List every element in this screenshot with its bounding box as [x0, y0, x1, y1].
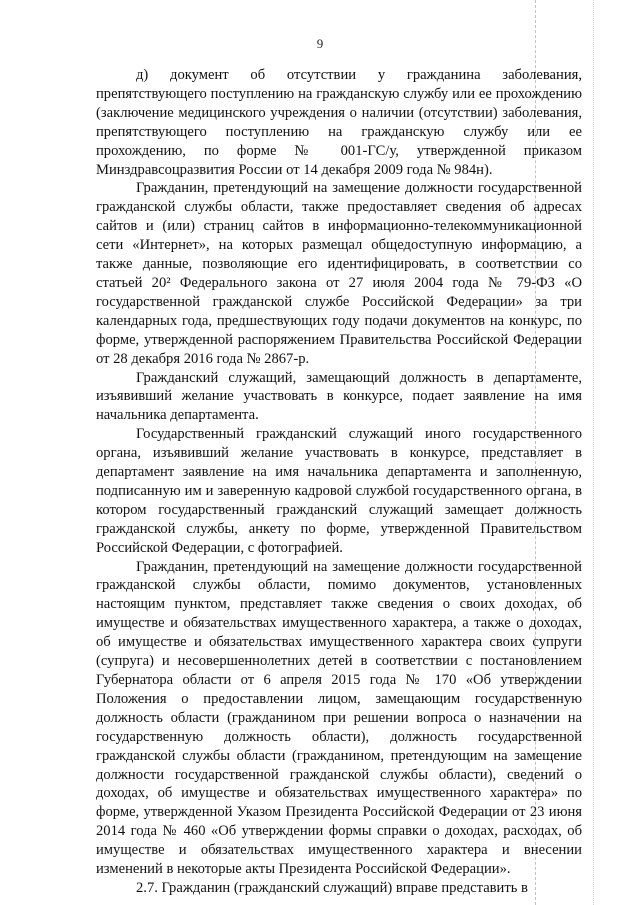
document-body: [96, 66, 582, 898]
paragraph-internet-info: Гражданин, претендующий на замещение должности государственной гражданской службы области, также предоставляет сведения об адресах сайтов и (или) страниц сайтов в информационно-телекоммуникационной сети «Интернет», на которых размещал общедоступную информацию, а также данные, позволяющие его идентифицировать, в соответствии со статьей 20² Федерального закона от 27 июля 2004 года № 79-ФЗ «О государственной гражданской службе Российской Федерации» за три календарных года, предшествующих году подачи документов на конкурс, по форме, утвержденной распоряжением Правительства Российской Федерации от 28 декабря 2016 года № 2867-р.: [96, 180, 582, 367]
paragraph-2-7: 2.7. Гражданин (гражданский служащий) вправе представить в: [136, 879, 528, 896]
paragraph-civil-servant-department: Гражданский служащий, замещающий должность в департаменте, изъявивший желание участвовать в конкурсе, подает заявление на имя начальника департамента.: [96, 369, 582, 424]
page-number: 9: [316, 36, 324, 51]
scan-fold-line-secondary: [593, 0, 594, 905]
paragraph-other-body-servant: Государственный гражданский служащий иного государственного органа, изъявивший желание участвовать в конкурсе, представляет в департамент заявление на имя начальника департамента и заполненную, подписанную им и заверенную кадровой службой государственного органа, в котором государственный гражданский служащий замещает должность гражданской службы, анкету по форме, утвержденной Правительством Российской Федерации, с фотографией.: [96, 426, 582, 556]
paragraph-income-info: Гражданин, претендующий на замещение должности государственной гражданской службы области, помимо документов, установленных настоящим пунктом, представляет также сведения о своих доходах, об имуществе и обязательствах имущественного характера, а также о доходах, об имуществе и обязательствах имущественного характера своих супруги (супруга) и несовершеннолетних детей в соответствии с постановлением Губернатора области от 6 апреля 2015 года № 170 «Об утверждении Положения о предоставлении лицом, замещающим государственную должность области (гражданином при решении вопроса о назначении на государственную должность области), должность государственной гражданской службы области (гражданином, претендующим на замещение должности государственной гражданской службы области), сведений о доходах, об имуществе и обязательствах имущественного характера» по форме, утвержденной Указом Президента Российской Федерации от 23 июня 2014 года № 460 «Об утверждении формы справки о доходах, расходах, об имуществе и обязательствах имущественного характера и внесении изменений в некоторые акты Президента Российской Федерации».: [96, 558, 582, 878]
paragraph-item-d: д) документ об отсутствии у гражданина заболевания, препятствующего поступлению на гражданскую службу или ее прохождению (заключение медицинского учреждения о наличии (отсутствии) заболевания, препятствующего поступлению на гражданскую службу или ее прохождению, по форме № 001-ГС/у, утвержденной приказом Минздравсоцразвития России от 14 декабря 2009 года № 984н).: [96, 67, 582, 178]
